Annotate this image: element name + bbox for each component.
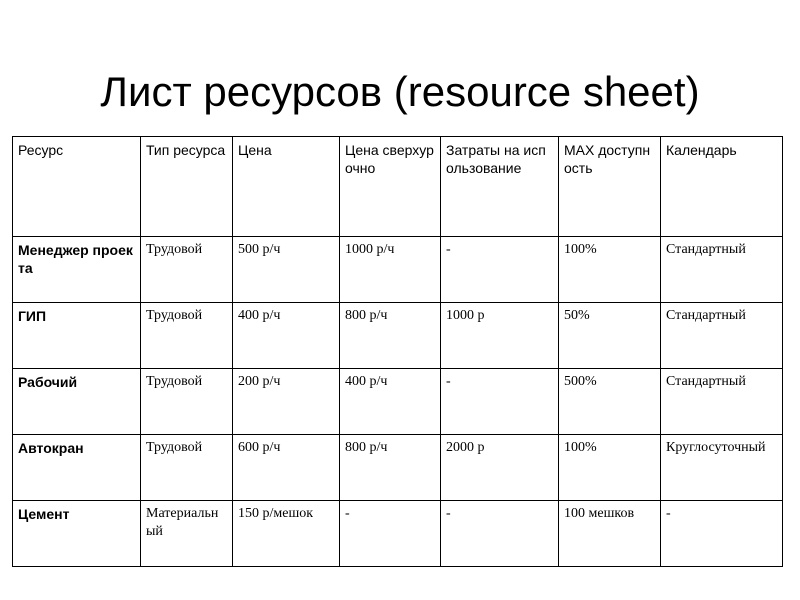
table-row bbox=[13, 303, 783, 369]
cell-cost-per-use: - bbox=[441, 237, 559, 303]
cell-resource-type: Трудовой bbox=[141, 369, 233, 435]
table-row bbox=[13, 237, 783, 303]
cell-resource-type: Материальный bbox=[141, 501, 233, 567]
cell-resource: Автокран bbox=[13, 435, 141, 501]
cell-max-availability: 500% bbox=[559, 369, 661, 435]
cell-calendar: Круглосуточный bbox=[661, 435, 783, 501]
header-calendar: Календарь bbox=[661, 137, 783, 237]
cell-cost-per-use: - bbox=[441, 501, 559, 567]
header-resource: Ресурс bbox=[13, 137, 141, 237]
header-resource-type: Тип ресурса bbox=[141, 137, 233, 237]
cell-price: 150 р/мешок bbox=[233, 501, 340, 567]
table-row bbox=[13, 369, 783, 435]
cell-price: 500 р/ч bbox=[233, 237, 340, 303]
resource-table bbox=[12, 136, 783, 567]
table-row bbox=[13, 501, 783, 567]
cell-resource: Менеджер проекта bbox=[13, 237, 141, 303]
table-row bbox=[13, 435, 783, 501]
cell-cost-per-use: - bbox=[441, 369, 559, 435]
cell-overtime-price: 800 р/ч bbox=[340, 303, 441, 369]
cell-price: 200 р/ч bbox=[233, 369, 340, 435]
cell-max-availability: 50% bbox=[559, 303, 661, 369]
header-overtime-price: Цена сверхурочно bbox=[340, 137, 441, 237]
header-max-availability: MAX доступность bbox=[559, 137, 661, 237]
table-header-row bbox=[13, 137, 783, 237]
cell-overtime-price: 1000 р/ч bbox=[340, 237, 441, 303]
cell-max-availability: 100% bbox=[559, 435, 661, 501]
cell-resource-type: Трудовой bbox=[141, 237, 233, 303]
cell-price: 400 р/ч bbox=[233, 303, 340, 369]
cell-resource: ГИП bbox=[13, 303, 141, 369]
cell-price: 600 р/ч bbox=[233, 435, 340, 501]
cell-resource: Рабочий bbox=[13, 369, 141, 435]
cell-resource-type: Трудовой bbox=[141, 303, 233, 369]
cell-calendar: Стандартный bbox=[661, 369, 783, 435]
cell-max-availability: 100% bbox=[559, 237, 661, 303]
header-price: Цена bbox=[233, 137, 340, 237]
cell-overtime-price: 400 р/ч bbox=[340, 369, 441, 435]
cell-cost-per-use: 2000 р bbox=[441, 435, 559, 501]
slide-title: Лист ресурсов (resource sheet) bbox=[100, 68, 700, 115]
cell-max-availability: 100 мешков bbox=[559, 501, 661, 567]
cell-calendar: Стандартный bbox=[661, 237, 783, 303]
cell-overtime-price: - bbox=[340, 501, 441, 567]
cell-overtime-price: 800 р/ч bbox=[340, 435, 441, 501]
cell-cost-per-use: 1000 р bbox=[441, 303, 559, 369]
cell-calendar: Стандартный bbox=[661, 303, 783, 369]
cell-resource: Цемент bbox=[13, 501, 141, 567]
cell-resource-type: Трудовой bbox=[141, 435, 233, 501]
cell-calendar: - bbox=[661, 501, 783, 567]
header-cost-per-use: Затраты на использование bbox=[441, 137, 559, 237]
